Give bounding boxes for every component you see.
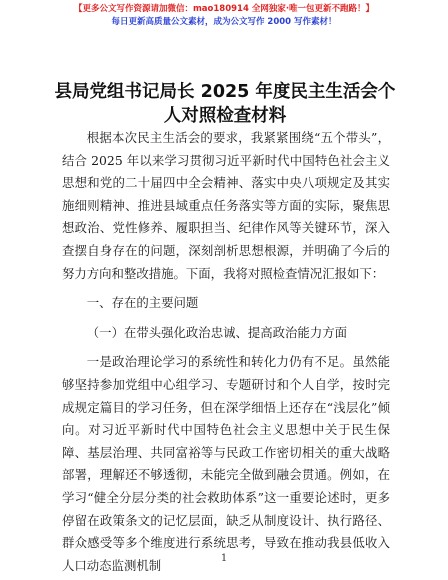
body-paragraph: 一是政治理论学习的系统性和转化力仍有不足。虽然能够坚持参加党组中心组学习、专题研讨和个人自学，按时完成规定篇目的学习任务，但在深学细悟上还存在“浅层化”倾向。对习近平新时代中国特色社会主义思想中关于民生保障、基层治理、共同富裕等与民政工作密切相关的重大战略部署，理解还不够透彻，未能完全做到融会贯通。例如，在学习“健全分层分类的社会救助体系”这一重要论述时，更多停留在政策条文的记忆层面，缺乏从制度设计、执行路径、群众感受等多个维度进行系统思考，导致在推动我县低收入人口动态监测机制 <box>62 354 390 573</box>
promo-line-1: 【更多公文写作资源请加微信：mao180914 全网独家·唯一包更新不跑路！】 <box>73 4 375 14</box>
document-body <box>62 127 390 577</box>
intro-paragraph: 根据本次民主生活会的要求，我紧紧围绕“五个带头”，结合 2025 年以来学习贯彻习近平新时代中国特色社会主义思想和党的二十届四中全会精神、落实中央八项规定及其实施细则精神、推进县域重点任务落实等方面的实际，聚焦思想政治、党性修养、履职担当、纪律作风等关键环节，深入查摆自身存在的问题，深刻剖析思想根源，并明确了今后的努力方向和整改措施。下面，我将对照检查情况汇报如下： <box>62 130 390 281</box>
section-heading: 一、存在的主要问题 <box>86 295 199 311</box>
subsection-heading: （一）在带头强化政治忠诚、提高政治能力方面 <box>86 324 347 340</box>
document-title: 县局党组书记局长 2025 年度民主生活会个人对照检查材料 <box>54 82 396 126</box>
page-number: 1 <box>220 553 228 564</box>
promo-line-2: 每日更新高质量公文素材，成为公文写作 2000 写作素材！ <box>111 17 337 27</box>
promo-banner <box>0 3 448 29</box>
